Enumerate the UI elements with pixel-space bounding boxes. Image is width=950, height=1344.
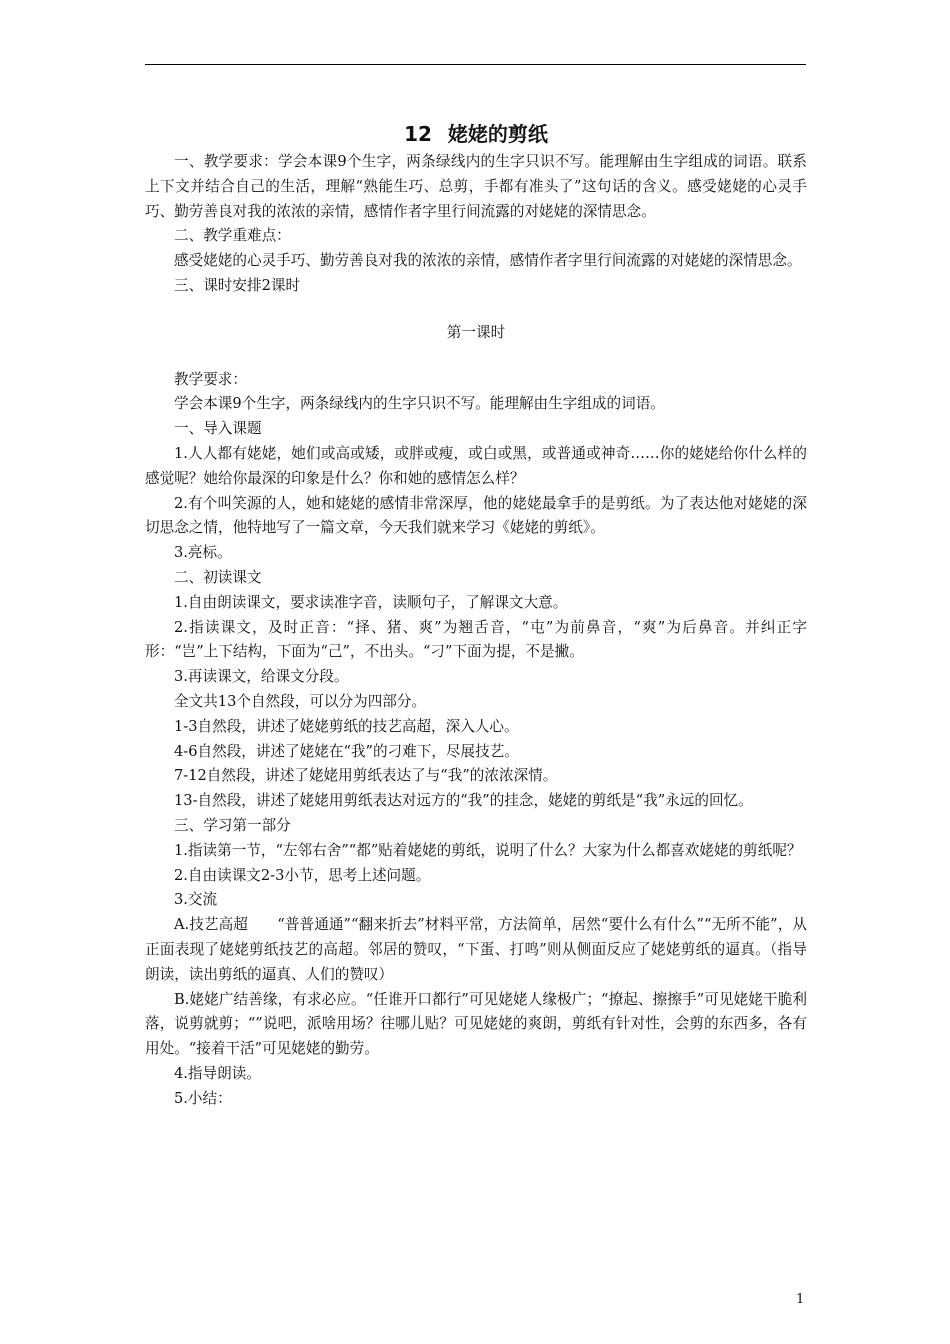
lesson-number: 12 xyxy=(404,122,432,146)
document-body xyxy=(145,120,807,1111)
paragraph: 学会本课9个生字，两条绿线内的生字只识不写。能理解由生字组成的词语。 xyxy=(174,395,665,413)
page-title xyxy=(145,120,807,148)
key-difficulties-heading: 二、教学重难点： xyxy=(174,227,291,245)
paragraph: 7-12自然段，讲述了姥姥用剪纸表达了与“我”的浓浓深情。 xyxy=(174,767,558,785)
paragraph: 1.指读第一节，“左邻右舍”“都”贴着姥姥的剪纸，说明了什么？大家为什么都喜欢姥姥的剪纸呢？ xyxy=(174,841,802,859)
key-difficulties-text: 感受姥姥的心灵手巧、勤劳善良对我的浓浓的亲情，感情作者字里行间流露的对姥姥的深情思念。 xyxy=(174,252,802,270)
lesson-body xyxy=(145,368,807,1112)
paragraph: 一、导入课题 xyxy=(174,420,262,438)
page-number: 1 xyxy=(796,1292,805,1307)
teaching-requirements: 一、教学要求：学会本课9个生字，两条绿线内的生字只识不写。能理解由生字组成的词语。联系上下文并结合自己的生活，理解“熟能生巧、总剪，手都有准头了”这句话的含义。感受姥姥的心灵手巧、勤劳善良对我的浓浓的亲情，感情作者字里行间流露的对姥姥的深情思念。 xyxy=(145,153,807,220)
paragraph: A.技艺高超 “普普通通”“翻来折去”材料平常，方法简单，居然“要什么有什么”“无所不能”，从正面表现了姥姥剪纸技艺的高超。邻居的赞叹，“下蛋、打鸣”则从侧面反应了姥姥剪纸的逼真。（指导朗读，读出剪纸的逼真、人们的赞叹） xyxy=(145,916,807,983)
paragraph: 5.小结： xyxy=(174,1089,232,1107)
paragraph: 2.自由读课文2-3小节，思考上述问题。 xyxy=(174,866,431,884)
paragraph: 2.指读课文，及时正音：“择、猪、爽”为翘舌音，“屯”为前鼻音，“爽”为后鼻音。并纠正字形：“岂”上下结构，下面为“己”，不出头。“刁”下面为提，不是撇。 xyxy=(145,618,807,661)
paragraph: 4-6自然段，讲述了姥姥在“我”的刁难下，尽展技艺。 xyxy=(174,742,519,760)
paragraph: 3.再读课文，给课文分段。 xyxy=(174,668,349,686)
paragraph: 1.自由朗读课文，要求读准字音，读顺句子，了解课文大意。 xyxy=(174,593,568,611)
paragraph: B.姥姥广结善缘，有求必应。“任谁开口都行”可见姥姥人缘极广；“撩起、擦擦手”可见姥姥干脆利落，说剪就剪；“”说吧，派啥用场？往哪儿贴？可见姥姥的爽朗，剪纸有针对性，会剪的东西多，各有用处。“接着干活”可见姥姥的勤劳。 xyxy=(145,990,807,1058)
paragraph: 全文共13个自然段，可以分为四部分。 xyxy=(174,692,427,710)
header-rule xyxy=(145,64,806,65)
paragraph: 1.人人都有姥姥，她们或高或矮，或胖或瘦，或白或黑，或普通或神奇……你的姥姥给你什么样的感觉呢？她给你最深的印象是什么？你和她的感情怎么样？ xyxy=(145,444,807,487)
paragraph: 教学要求： xyxy=(174,370,247,388)
paragraph: 3.亮标。 xyxy=(174,544,232,562)
class-schedule: 三、课时安排2课时 xyxy=(174,276,301,294)
paragraph: 4.指导朗读。 xyxy=(174,1064,261,1082)
paragraph: 1-3自然段，讲述了姥姥剪纸的技艺高超，深入人心。 xyxy=(174,717,519,735)
section-title: 第一课时 xyxy=(446,323,506,341)
intro-section xyxy=(145,150,807,299)
paragraph: 2.有个叫笑源的人，她和姥姥的感情非常深厚，他的姥姥最拿手的是剪纸。为了表达他对姥姥的深切思念之情，他特地写了一篇文章，今天我们就来学习《姥姥的剪纸》。 xyxy=(145,494,807,537)
paragraph: 三、学习第一部分 xyxy=(174,816,291,834)
paragraph: 二、初读课文 xyxy=(174,568,262,586)
paragraph: 13-自然段，讲述了姥姥用剪纸表达对远方的“我”的挂念，姥姥的剪纸是“我”永远的回忆。 xyxy=(174,792,753,810)
paragraph: 3.交流 xyxy=(174,891,218,909)
lesson-title: 姥姥的剪纸 xyxy=(447,122,548,146)
